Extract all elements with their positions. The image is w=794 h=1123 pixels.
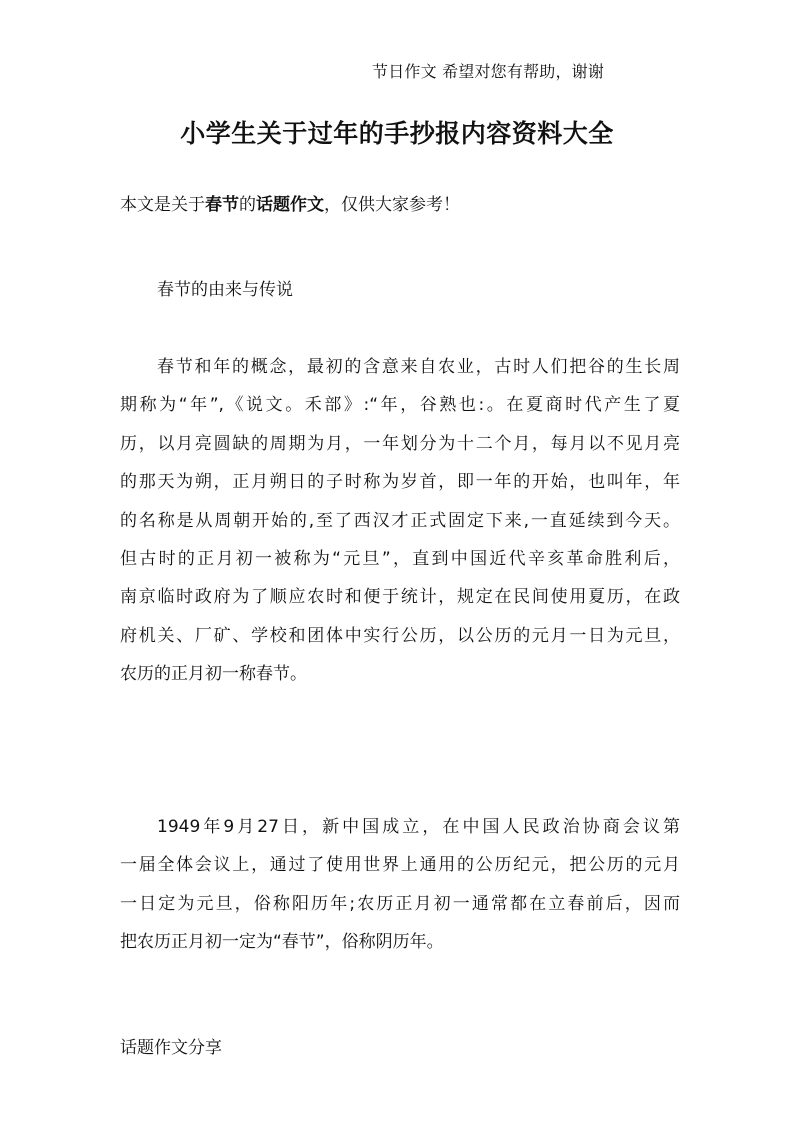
paragraph-line: 一届全体会议上，通过了使用世界上通用的公历纪元，把公历的元月	[120, 855, 680, 876]
paragraph-line: 1949年9月27日，新中国成立，在中国人民政治协商会议第	[157, 817, 680, 837]
intro-suffix: ，仅供大家参考！	[324, 195, 460, 215]
paragraph-line: 期称为“年”,《说文。禾部》:“年，谷熟也:。在夏商时代产生了夏	[120, 395, 680, 416]
paragraph-line: 农历的正月初一称春节。	[120, 664, 307, 685]
intro-keyword-spring-festival: 春节	[205, 195, 239, 215]
intro-prefix: 本文是关于	[120, 195, 205, 215]
paragraph-line: 府机关、厂矿、学校和团体中实行公历，以公历的元月一日为元旦，	[120, 625, 680, 646]
paragraph-line: 一日定为元旦，俗称阳历年;农历正月初一通常都在立春前后，因而	[120, 893, 680, 914]
footer-label: 话题作文分享	[120, 1038, 222, 1058]
paragraph-line: 南京临时政府为了顺应农时和便于统计，规定在民间使用夏历，在政	[120, 587, 680, 608]
paragraph-origin	[120, 348, 680, 694]
intro-middle: 的	[239, 195, 256, 215]
paragraph-line: 春节和年的概念，最初的含意来自农业，古时人们把谷的生长周	[157, 357, 680, 377]
paragraph-line: 的名称是从周朝开始的,至了西汉才正式固定下来,一直延续到今天。	[120, 510, 680, 531]
paragraph-line: 但古时的正月初一被称为“元旦”，直到中国近代辛亥革命胜利后，	[120, 548, 680, 569]
paragraph-1949	[120, 808, 680, 962]
paragraph-line: 的那天为朔，正月朔日的子时称为岁首，即一年的开始，也叫年，年	[120, 472, 680, 493]
intro-keyword-topic-essay: 话题作文	[256, 195, 324, 215]
header-note: 节日作文 希望对您有帮助，谢谢	[372, 62, 605, 81]
paragraph-line: 历，以月亮圆缺的周期为月，一年划分为十二个月，每月以不见月亮	[120, 433, 680, 454]
intro-line	[120, 190, 460, 215]
paragraph-line: 把农历正月初一定为“春节”，俗称阴历年。	[120, 932, 444, 953]
section-heading: 春节的由来与传说	[157, 280, 293, 300]
page-title: 小学生关于过年的手抄报内容资料大全	[180, 119, 614, 148]
